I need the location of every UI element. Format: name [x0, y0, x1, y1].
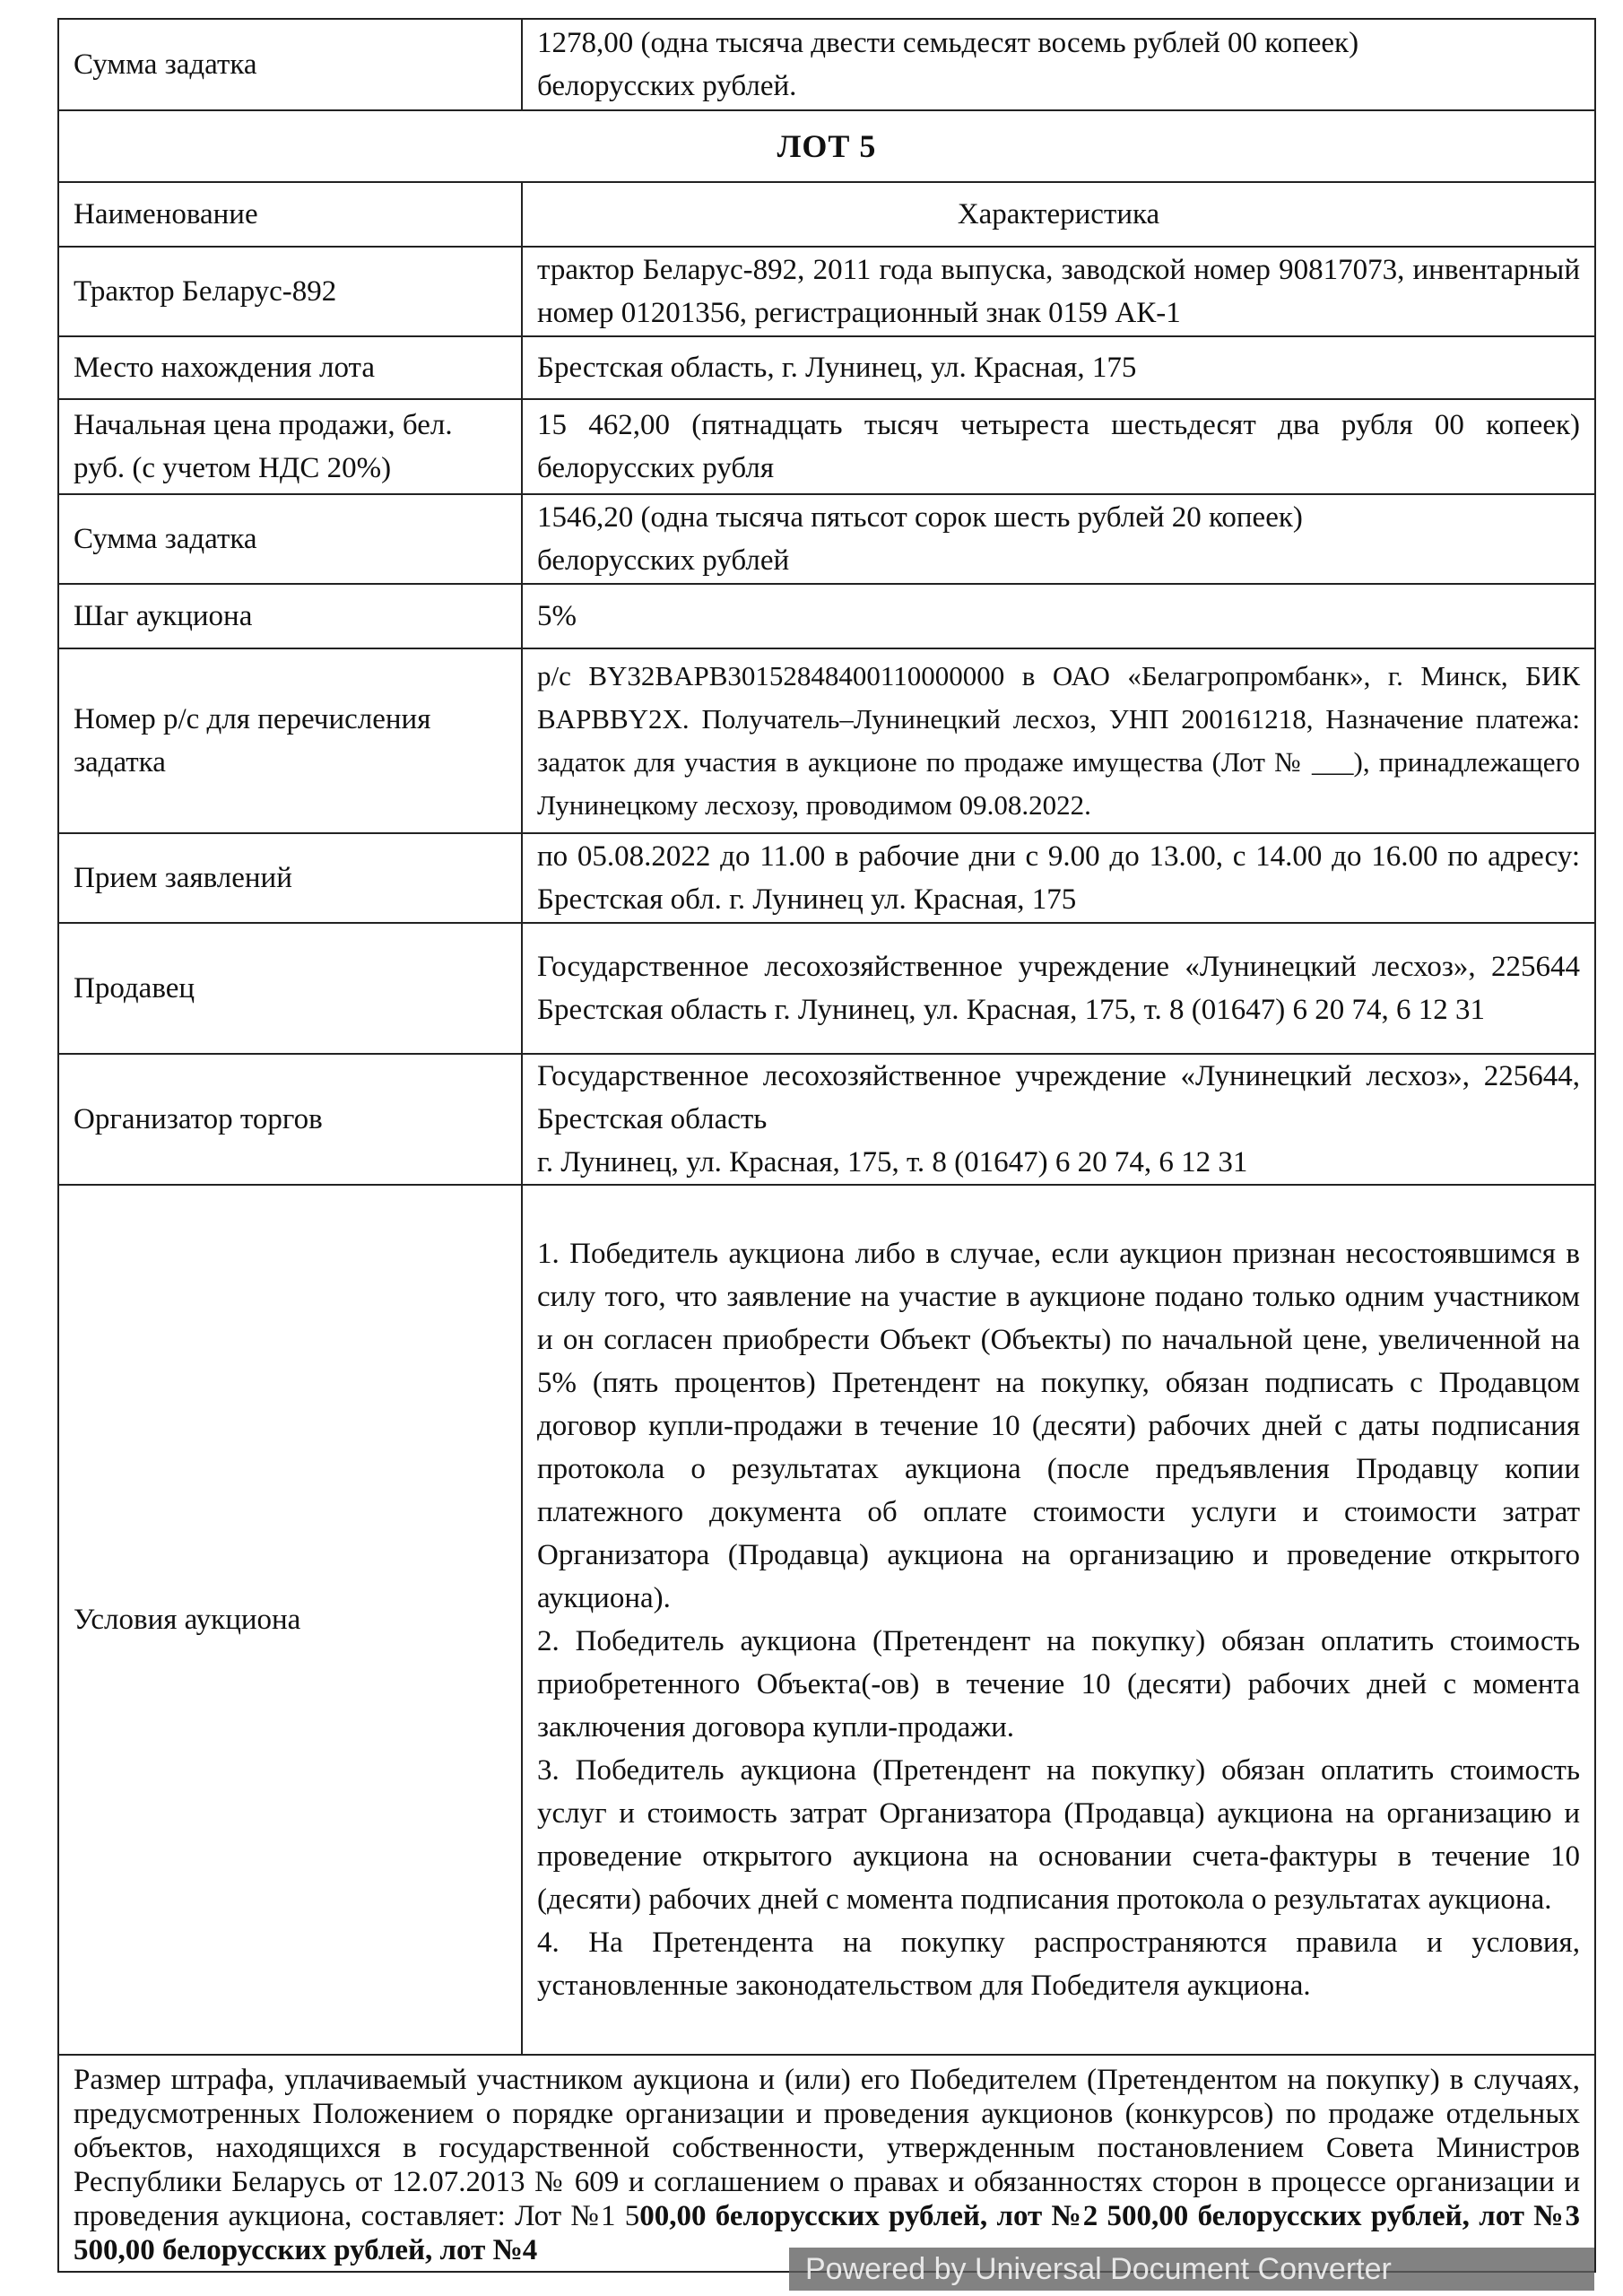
row-deposit [58, 494, 1595, 584]
row-label: Условия аукциона [58, 1185, 522, 2055]
row-value: 5% [522, 584, 1595, 648]
row-header [58, 182, 1595, 247]
condition-item: 4. На Претендента на покупку распространяются правила и условия, установленные законодательством для Победителя аукциона. [537, 1926, 1580, 2002]
penalty-cell [58, 2055, 1595, 2272]
row-value: Государственное лесохозяйственное учреждение «Лунинецкий лесхоз», 225644, Брестская область [537, 1060, 1580, 1135]
value-cell [522, 494, 1595, 584]
condition-item: 2. Победитель аукциона (Претендент на покупку) обязан оплатить стоимость приобретенного Объекта(-ов) в течение 10 (десяти) рабочих дней с момента заключения договора купли-продажи. [537, 1625, 1580, 1744]
row-location [58, 336, 1595, 399]
row-label: Номер р/с для перечисления задатка [58, 648, 522, 833]
row-label: Шаг аукциона [58, 584, 522, 648]
conditions-cell [522, 1185, 1595, 2055]
row-conditions [58, 1185, 1595, 2055]
row-label: Организатор торгов [58, 1054, 522, 1185]
row-value: по 05.08.2022 до 11.00 в рабочие дни с 9.00 до 13.00, с 14.00 до 16.00 по адресу: Брестская обл. г. Лунинец ул. Красная, 175 [522, 833, 1595, 923]
condition-item: 3. Победитель аукциона (Претендент на покупку) обязан оплатить стоимость услуг и стоимость затрат Организатора (Продавца) аукциона на организацию и проведение открытого аукциона на основании счета-фактуры в течение 10 (десяти) рабочих дней с момента подписания протокола о результатах аукциона. [537, 1754, 1580, 1916]
header-name: Наименование [58, 182, 522, 247]
row-deposit-previous-lot [58, 19, 1595, 110]
row-value: белорусских рублей [537, 544, 790, 577]
label-cell [58, 19, 522, 110]
row-auction-step [58, 584, 1595, 648]
row-label: Продавец [58, 923, 522, 1054]
row-label: Место нахождения лота [58, 336, 522, 399]
row-value: трактор Беларус-892, 2011 года выпуска, заводской номер 90817073, инвентарный номер 01201356, регистрационный знак 0159 АК-1 [522, 247, 1595, 336]
row-account [58, 648, 1595, 833]
row-applications [58, 833, 1595, 923]
row-label: Сумма задатка [74, 48, 257, 81]
penalty-text: Размер штрафа, уплачиваемый участником аукциона и (или) его Победителем (Претендентом на покупку) в случаях, предусмотренных Положением о порядке организации и проведения аукционов (конкурсов) по продаже отдельных объектов, находящихся в государственной собственности, утвержденным постановлением Совета Министров Республики Беларусь от 12.07.2013 № 609 и соглашением о правах и обязанностях сторон в процессе организации и проведения аукциона, составляет: Лот №1 5 [74, 2064, 1580, 2232]
row-penalty [58, 2055, 1595, 2272]
row-seller [58, 923, 1595, 1054]
value-cell [522, 19, 1595, 110]
row-lot-title [58, 110, 1595, 182]
row-label: Начальная цена продажи, бел. руб. (с учетом НДС 20%) [58, 399, 522, 494]
row-value: Государственное лесохозяйственное учреждение «Лунинецкий лесхоз», 225644 Брестская область г. Лунинец, ул. Красная, 175, т. 8 (01647) 6 20 74, 6 12 31 [522, 923, 1595, 1054]
penalty-bold-text: 00,00 белорусских рублей, лот №2 500,00 белорусских рублей, лот №3 500,00 белорусских рублей, лот №4 [74, 2200, 1580, 2266]
row-item [58, 247, 1595, 336]
row-value: р/с BY32BAPB30152848400110000000 в ОАО «Белагропромбанк», г. Минск, БИК BAPBBY2X. Получатель–Лунинецкий лесхоз, УНП 200161218, Назначение платежа: задаток для участия в аукционе по продаже имущества (Лот № ___), принадлежащего Лунинецкому лесхозу, проводимом 09.08.2022. [522, 648, 1595, 833]
row-organizer [58, 1054, 1595, 1185]
row-start-price [58, 399, 1595, 494]
row-value: 15 462,00 (пятнадцать тысяч четыреста шестьдесят два рубля 00 копеек) белорусских рубля [522, 399, 1595, 494]
row-label: Сумма задатка [58, 494, 522, 584]
lot-title: ЛОТ 5 [58, 110, 1595, 182]
header-characteristic: Характеристика [522, 182, 1595, 247]
condition-item: 1. Победитель аукциона либо в случае, если аукцион признан несостоявшимся в силу того, что заявление на участие в аукционе подано только одним участником и он согласен приобрести Объект (Объекты) по начальной цене, увеличенной на 5% (пять процентов) Претендент на покупку, обязан подписать с Продавцом договор купли-продажи в течение 10 (десяти) рабочих дней с даты подписания протокола о результатах аукциона (после предъявления Продавцу копии платежного документа об оплате стоимости услуги и стоимости затрат Организатора (Продавца) аукциона на организацию и проведение открытого аукциона). [537, 1238, 1580, 1614]
row-value: 1278,00 (одна тысяча двести семьдесят восемь рублей 00 копеек) [537, 27, 1359, 59]
row-label: Трактор Беларус-892 [58, 247, 522, 336]
converter-watermark: Powered by Universal Document Converter [789, 2248, 1594, 2291]
row-value: Брестская область, г. Лунинец, ул. Красная, 175 [522, 336, 1595, 399]
row-value: белорусских рублей. [537, 70, 797, 102]
row-value: 1546,20 (одна тысяча пятьсот сорок шесть рублей 20 копеек) [537, 501, 1303, 534]
auction-table [57, 18, 1596, 2273]
row-label: Прием заявлений [58, 833, 522, 923]
value-cell [522, 1054, 1595, 1185]
row-value: г. Лунинец, ул. Красная, 175, т. 8 (01647) 6 20 74, 6 12 31 [537, 1146, 1248, 1178]
